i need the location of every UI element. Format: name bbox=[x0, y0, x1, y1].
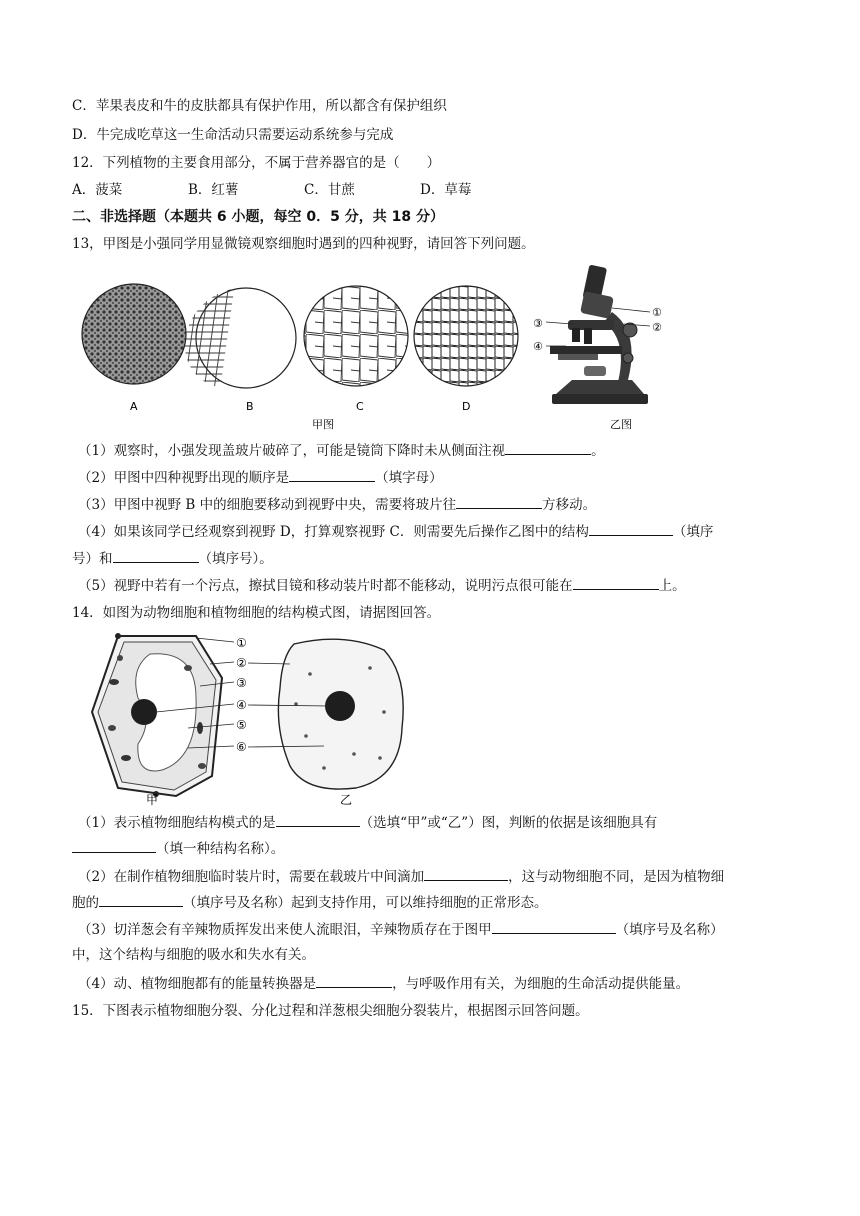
blank-q14-1b[interactable] bbox=[72, 838, 156, 853]
q12-options bbox=[72, 180, 536, 200]
q12-option-c: C．甘蔗 bbox=[304, 182, 355, 198]
blank-q13-3[interactable] bbox=[456, 494, 542, 509]
caption-jia: 甲 bbox=[146, 793, 159, 807]
view-label-d: D bbox=[462, 400, 471, 413]
microscope-mark-2: ② bbox=[652, 321, 662, 334]
view-c bbox=[304, 286, 408, 386]
q13-part-4-cont: 号）和 （填序号）。 bbox=[72, 548, 273, 569]
q14-part-3: （3）切洋葱会有辛辣物质挥发出来使人流眼泪，辛辣物质存在于图甲 （填序号及名称） bbox=[78, 919, 724, 940]
view-label-c: C bbox=[356, 400, 364, 413]
blank-q13-1[interactable] bbox=[505, 440, 591, 455]
blank-q13-4a[interactable] bbox=[589, 521, 673, 536]
cell-mark-6: ⑥ bbox=[236, 740, 247, 754]
q13-part-1: （1）观察时，小强发现盖玻片破碎了，可能是镜筒下降时未从侧面注视 。 bbox=[78, 440, 605, 461]
blank-q14-4[interactable] bbox=[316, 973, 392, 988]
view-label-a: A bbox=[130, 400, 138, 413]
q12-stem: 12．下列植物的主要食用部分，不属于营养器官的是（ ） bbox=[72, 155, 441, 171]
section-2-heading: 二、非选择题（本题共 6 小题，每空 0．5 分，共 18 分） bbox=[72, 209, 444, 225]
q15-stem: 15．下图表示植物细胞分裂、分化过程和洋葱根尖细胞分裂装片，根据图示回答问题。 bbox=[72, 1003, 589, 1019]
q12-option-a: A．菠菜 bbox=[72, 182, 123, 198]
caption-yi-figure: 乙图 bbox=[610, 418, 632, 431]
q14-stem: 14．如图为动物细胞和植物细胞的结构模式图，请据图回答。 bbox=[72, 605, 441, 621]
blank-q14-2a[interactable] bbox=[424, 866, 508, 881]
blank-q13-2[interactable] bbox=[289, 467, 375, 482]
blank-q13-5[interactable] bbox=[573, 575, 659, 590]
q12-option-d: D．草莓 bbox=[420, 182, 472, 198]
q14-part-4: （4）动、植物细胞都有的能量转换器是 ，与呼吸作用有关，为细胞的生命活动提供能量。 bbox=[78, 973, 689, 994]
q14-part-3-cont: 中，这个结构与细胞的吸水和失水有关。 bbox=[72, 947, 315, 963]
animal-cell bbox=[248, 639, 403, 789]
q14-part-1-cont: （填一种结构名称）。 bbox=[72, 838, 284, 859]
blank-q14-3[interactable] bbox=[492, 919, 616, 934]
microscope-mark-3: ③ bbox=[533, 317, 543, 330]
cell-mark-2: ② bbox=[236, 656, 247, 670]
q14-part-2: （2）在制作植物细胞临时装片时，需要在载玻片中间滴加 ，这与动物细胞不同，是因为植物细 bbox=[78, 866, 724, 887]
q13-part-3: （3）甲图中视野 B 中的细胞要移动到视野中央，需要将玻片往 方移动。 bbox=[78, 494, 596, 515]
view-d bbox=[414, 286, 518, 386]
microscope-mark-1: ① bbox=[652, 306, 662, 319]
caption-jia-figure: 甲图 bbox=[312, 418, 334, 431]
view-label-b: B bbox=[246, 400, 254, 413]
blank-q14-1a[interactable] bbox=[276, 812, 360, 827]
q12-option-b: B．红薯 bbox=[188, 182, 239, 198]
q11-option-d: D．牛完成吃草这一生命活动只需要运动系统参与完成 bbox=[72, 127, 394, 143]
cell-mark-1: ① bbox=[236, 636, 247, 650]
q13-part-2: （2）甲图中四种视野出现的顺序是 （填字母） bbox=[78, 467, 443, 488]
caption-yi: 乙 bbox=[340, 793, 353, 807]
q14-part-1: （1）表示植物细胞结构模式的是 （选填“甲”或“乙”）图，判断的依据是该细胞具有 bbox=[78, 812, 657, 833]
figure-cell-diagrams bbox=[84, 628, 424, 808]
q14-part-2-cont: 胞的 （填序号及名称）起到支持作用，可以维持细胞的正常形态。 bbox=[72, 892, 548, 913]
cell-mark-4: ④ bbox=[236, 698, 247, 712]
q11-option-c: C．苹果表皮和牛的皮肤都具有保护作用，所以都含有保护组织 bbox=[72, 98, 447, 114]
blank-q13-4b[interactable] bbox=[113, 548, 199, 563]
view-b bbox=[178, 288, 296, 388]
cell-mark-5: ⑤ bbox=[236, 718, 247, 732]
q13-part-4: （4）如果该同学已经观察到视野 D，打算观察视野 C．则需要先后操作乙图中的结构 （填序 bbox=[78, 521, 713, 542]
figure-microscope-views bbox=[72, 262, 692, 434]
q13-part-5: （5）视野中若有一个污点，擦拭目镜和移动装片时都不能移动，说明污点很可能在 上。 bbox=[78, 575, 686, 596]
microscope-mark-4: ④ bbox=[533, 340, 543, 353]
blank-q14-2b[interactable] bbox=[99, 892, 183, 907]
plant-cell bbox=[92, 633, 234, 797]
q13-stem: 13，甲图是小强同学用显微镜观察细胞时遇到的四种视野，请回答下列问题。 bbox=[72, 236, 535, 252]
microscope-illustration bbox=[533, 264, 662, 404]
view-a bbox=[82, 284, 186, 384]
cell-mark-3: ③ bbox=[236, 676, 247, 690]
